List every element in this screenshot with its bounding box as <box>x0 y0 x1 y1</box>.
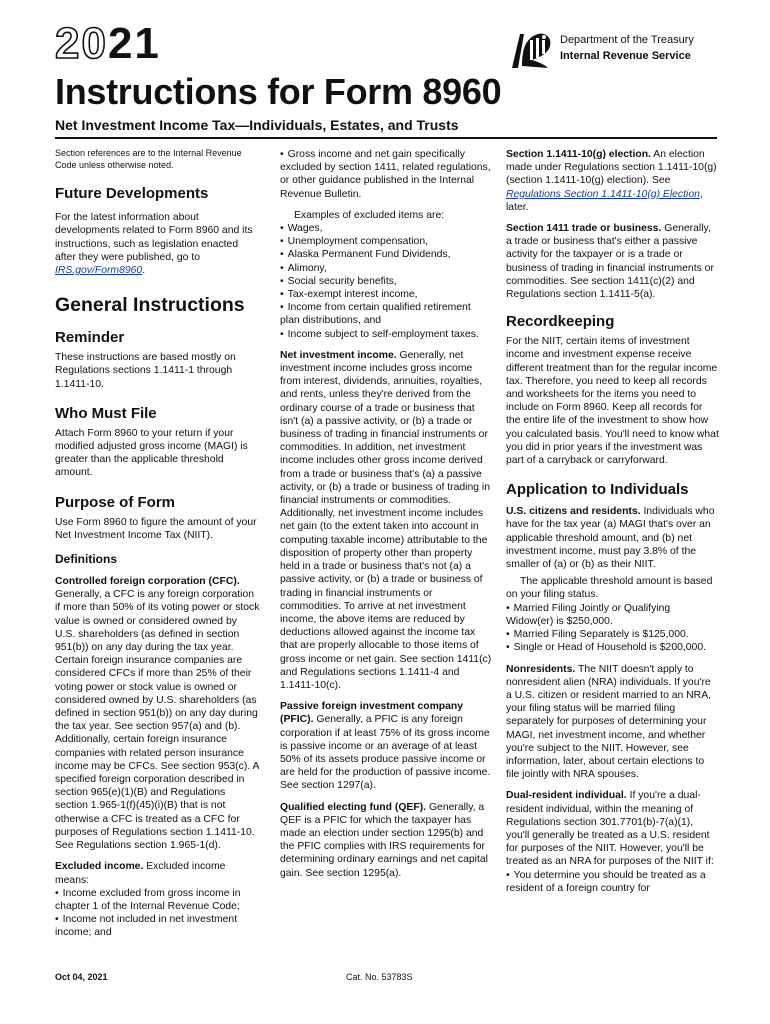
regulations-election-link[interactable]: Regulations Section 1.1411-10(g) Election <box>506 188 700 200</box>
agency-irs: Internal Revenue Service <box>560 50 691 62</box>
list-item: • Gross income and net gain specifically excluded by section 1411, related regulations, or other guidance published in the Internal Revenue Bulletin. <box>280 148 493 201</box>
who-must-file-heading: Who Must File <box>55 404 157 422</box>
recordkeeping-text: For the NIIT, certain items of investment income and investment expense receive different treatment than for the regular income tax. Therefore, you need to keep all records and worksheets for the items you need to include on Form 8960. Keep all records for the entire life of the investment to show how you calculated basis. You'll need to know what you did in prior years if the investment was part of a carryback or carryforward. <box>506 336 719 467</box>
nonresidents-text: Nonresidents. The NIIT doesn't apply to nonresident alien (NRA) individuals. If you're a U.S. citizen or resident married to an NRA, your filing status will be married filing separately for purposes of determining your MAGI, net investment income, and whether you're subject to the NIIT. However, see information, later, about certain elections to file jointly with NRA spouses. <box>506 663 712 781</box>
cfc-definition: Controlled foreign corporation (CFC). Generally, a CFC is any foreign corporation if more than 50% of its voting power or stock value is owned or considered owned by U.S. shareholders (as defined in section 951(b)) on any day during the tax year. Certain foreign insurance companies are considered CFCs if more than 25% of their voting power or stock value is owned or considered owned by U.S. shareholders (as defined in section 951(b)) on any day during the tax year. See section 957(a) and (b). Additionally, certain foreign insurance companies with related person insurance income may be CFCs. See section 953(c). A specified foreign corporation described in section 965(e)(1)(B) and Regulations section 1.965-1(f)(45)(i)(B) that is not otherwise a CFC is treated as a CFC for purposes of Regulations section 1.1411-10. See Regulations section 1.965-1(d). <box>55 576 260 852</box>
list-item: • Unemployment compensation, <box>280 235 493 248</box>
definitions-heading: Definitions <box>55 552 117 567</box>
list-item: • Alimony, <box>280 262 493 275</box>
threshold-text: The applicable threshold amount is based on your filing status. <box>506 576 713 601</box>
agency-block <box>560 32 694 64</box>
footer-catalog-number: Cat. No. 53783S <box>346 972 413 982</box>
column-1 <box>55 148 260 940</box>
agency-department: Department of the Treasury <box>560 34 694 46</box>
examples-intro: Examples of excluded items are: <box>294 209 445 221</box>
section-1411-trade-definition: Section 1411 trade or business. Generally, a trade or business that's either a passive activity for the taxpayer or is a trade or business of trading in financial instruments or commodities. See section 1411(c)(2) and Regulations section 1.1411-5(a). <box>506 223 714 301</box>
year-solid: 21 <box>107 19 161 68</box>
irs-eagle-logo-icon <box>508 28 554 72</box>
excluded-income-definition: Excluded income. Excluded income means: <box>55 861 226 886</box>
section-references-note: Section references are to the Internal Revenue Code unless otherwise noted. <box>55 148 242 170</box>
general-instructions-heading: General Instructions <box>55 294 245 317</box>
purpose-text: Use Form 8960 to figure the amount of your Net Investment Income Tax (NIIT). <box>55 516 257 541</box>
list-item: • Single or Head of Household is $200,000. <box>506 641 719 654</box>
purpose-heading: Purpose of Form <box>55 493 176 511</box>
recordkeeping-heading: Recordkeeping <box>506 313 615 331</box>
footer-date: Oct 04, 2021 <box>55 972 108 982</box>
list-item: • Tax-exempt interest income, <box>280 288 493 301</box>
dual-resident-text: Dual-resident individual. If you're a dual-resident individual, within the meaning of Regulations section 301.7701(b)-7(a)(1), you'll generally be treated as a U.S. resident for purposes of the NIIT. However, you'll be treated as an NRA for purposes of the NIIT if: <box>506 790 714 868</box>
list-item: • Income not included in net investment income; and <box>55 913 260 939</box>
year-outline: 20 <box>55 19 108 68</box>
irs-form8960-link[interactable]: IRS.gov/Form8960 <box>55 265 143 276</box>
us-citizens-text: U.S. citizens and residents. Individuals who have for the tax year (a) MAGI that's over an applicable threshold amount, and (b) net investment income, must pay 3.8% of the smaller of (a) or (b) as their NIIT. <box>506 506 715 571</box>
list-item: • Income subject to self-employment taxes. <box>280 328 493 341</box>
section-1411-10g-election-definition: Section 1.1411-10(g) election. An election made under Regulations section 1.1411-10(g) (section 1.1411-10(g) election). See Regulations Section 1.1411-10(g) Election, later. <box>506 149 717 213</box>
list-item: • Income from certain qualified retirement plan distributions, and <box>280 301 493 327</box>
list-item: • You determine you should be treated as a resident of a foreign country for <box>506 869 719 895</box>
application-heading: Application to Individuals <box>506 481 689 499</box>
column-3 <box>506 148 719 895</box>
page-title: Instructions for Form 8960 <box>55 71 502 112</box>
list-item: • Married Filing Jointly or Qualifying Widow(er) is $250,000. <box>506 602 719 628</box>
qef-definition: Qualified electing fund (QEF). Generally, a QEF is a PFIC for which the taxpayer has made an election under section 1295(b) and the PFIC complies with IRS requirements for determining ordinary earnings and net capital gain. See section 1295(a). <box>280 801 488 879</box>
list-item: • Income excluded from gross income in chapter 1 of the Internal Revenue Code; <box>55 887 260 913</box>
future-developments-text: For the latest information about developments related to Form 8960 and its instructions, such as legislation enacted after they were published, go to IRS.gov/Form8960. <box>55 212 253 276</box>
list-item: • Social security benefits, <box>280 275 493 288</box>
net-investment-income-definition: Net investment income. Generally, net investment income includes gross income from interest, dividends, annuities, royalties, and rents, unless they're derived from the ordinary course of a trade or business that isn't (a) a passive activity, or (b) a trade or business of trading in financial instruments or commodities. In addition, net investment income includes other gross income derived from a trade or business that's (a) a passive activity, or (b) a trade or business of trading in financial instruments or commodities. Additionally, net investment income includes net gain (to the extent taken into account in computing taxable income) attributable to the disposition of property other than property held in a trade or business that's not (a) a passive activity, or (b) a trade or business of trading in financial instruments or commodities. To arrive at net investment income, the above items are reduced by deductions allowed against the income tax that are properly allocable to those items of gross income or net gain. See section 1411(c) and Regulations sections 1.1411-4 and 1.1411-10(c). <box>280 349 492 691</box>
reminder-text: These instructions are based mostly on Regulations sections 1.1411-1 through 1.1411-10. <box>55 352 236 390</box>
title-divider <box>55 137 717 139</box>
list-item: • Wages, <box>280 222 493 235</box>
who-must-file-text: Attach Form 8960 to your return if your modified adjusted gross income (MAGI) is greater than the applicable threshold amount. <box>55 427 248 479</box>
pfic-definition: Passive foreign investment company (PFIC). Generally, a PFIC is any foreign corporation if at least 75% of its gross income is passive income or an average of at least 50% of its assets produce passive income or are held for the production of passive income. See section 1297(a). <box>280 701 491 792</box>
list-item: • Married Filing Separately is $125,000. <box>506 628 719 641</box>
page-subtitle: Net Investment Income Tax—Individuals, Estates, and Trusts <box>55 117 459 133</box>
form-year <box>55 19 161 68</box>
reminder-heading: Reminder <box>55 329 125 347</box>
future-developments-heading: Future Developments <box>55 185 209 203</box>
list-item: • Alaska Permanent Fund Dividends, <box>280 248 493 261</box>
column-2 <box>280 148 493 880</box>
